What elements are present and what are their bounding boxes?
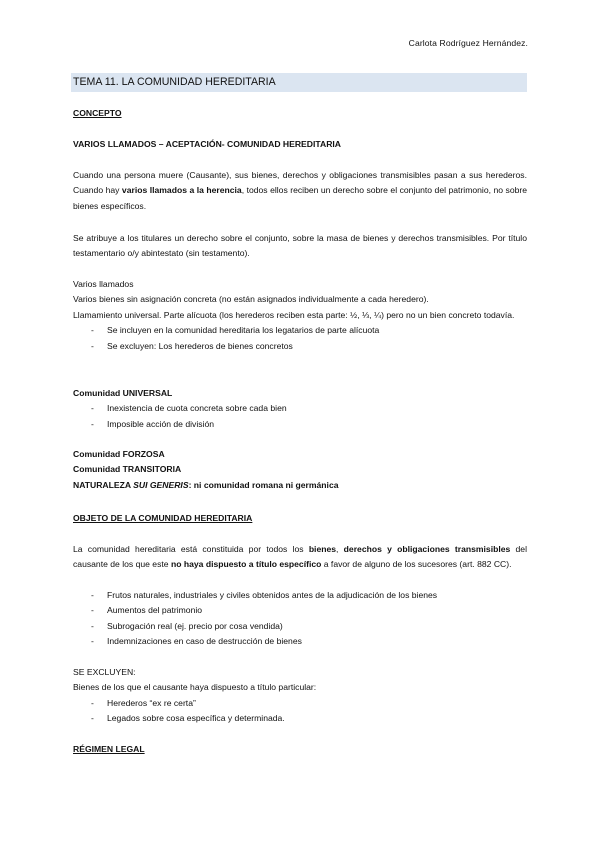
universal-list [73, 401, 527, 432]
list-item: - Indemnizaciones en caso de destrucción de bienes [73, 634, 527, 649]
list-item: - Subrogación real (ej. precio por cosa vendida) [73, 619, 527, 634]
list-item: - Legados sobre cosa específica y determinada. [73, 711, 527, 726]
objeto-list-block [73, 588, 527, 650]
varios-llamados-block: Varios llamados Varios bienes sin asignación concreta (no están asignados individualmente a cada heredero). Llamamiento universal. Parte alícuota (los herederos reciben esta parte: ½, ⅓, ¼) pero no un bien concreto todavía. - Se incluyen en la comunidad hereditaria los legatarios de parte alícuota - Se excluyen: Los herederos de bienes concretos [73, 277, 527, 354]
section-heading-concepto: CONCEPTO [73, 108, 122, 118]
excluyen-list [73, 696, 527, 727]
comunidad-universal-block: Comunidad UNIVERSAL - Inexistencia de cuota concreta sobre cada bien - Imposible acción de división [73, 386, 527, 432]
list-item: - Inexistencia de cuota concreta sobre cada bien [73, 401, 527, 416]
list-item: - Se incluyen en la comunidad hereditaria los legatarios de parte alícuota [73, 323, 527, 338]
list-item: - Frutos naturales, industriales y civiles obtenidos antes de la adjudicación de los bienes [73, 588, 527, 603]
list-item: - Imposible acción de división [73, 417, 527, 432]
objeto-list [73, 588, 527, 650]
list-item: - Herederos “ex re certa” [73, 696, 527, 711]
comunidad-type-block: Comunidad FORZOSA Comunidad TRANSITORIA NATURALEZA SUI GENERIS: ni comunidad romana ni germánica [73, 449, 339, 490]
page-title: TEMA 11. LA COMUNIDAD HEREDITARIA [73, 76, 276, 88]
author-name: Carlota Rodríguez Hernández. [408, 38, 528, 48]
subheading-varios-llamados: VARIOS LLAMADOS – ACEPTACIÓN- COMUNIDAD HEREDITARIA [73, 139, 341, 149]
section-heading-regimen: RÉGIMEN LEGAL [73, 744, 145, 754]
paragraph-objeto: La comunidad hereditaria está constituida por todos los bienes, derechos y obligaciones transmisibles del causante de los que este no haya dispuesto a título específico a favor de alguno de los sucesores (art. 882 CC). [73, 544, 527, 570]
paragraph-titulares: Se atribuye a los titulares un derecho sobre el conjunto, sobre la masa de bienes y derechos transmisibles. Por título testamentario o/y abintestato (sin testamento). [73, 233, 527, 259]
se-excluyen-block: SE EXCLUYEN: Bienes de los que el causante haya dispuesto a título particular: - Herederos “ex re certa” - Legados sobre cosa específica y determinada. [73, 665, 527, 727]
varios-llamados-list [73, 323, 527, 354]
list-item: - Se excluyen: Los herederos de bienes concretos [73, 339, 527, 354]
section-heading-objeto: OBJETO DE LA COMUNIDAD HEREDITARIA [73, 513, 253, 523]
paragraph-causante: Cuando una persona muere (Causante), sus bienes, derechos y obligaciones transmisibles pasan a sus herederos. Cuando hay varios llamados a la herencia, todos ellos reciben un derecho sobre el conjunto del patrimonio, no sobre bienes específicos. [73, 170, 528, 211]
title-bar [71, 73, 527, 92]
list-item: - Aumentos del patrimonio [73, 603, 527, 618]
